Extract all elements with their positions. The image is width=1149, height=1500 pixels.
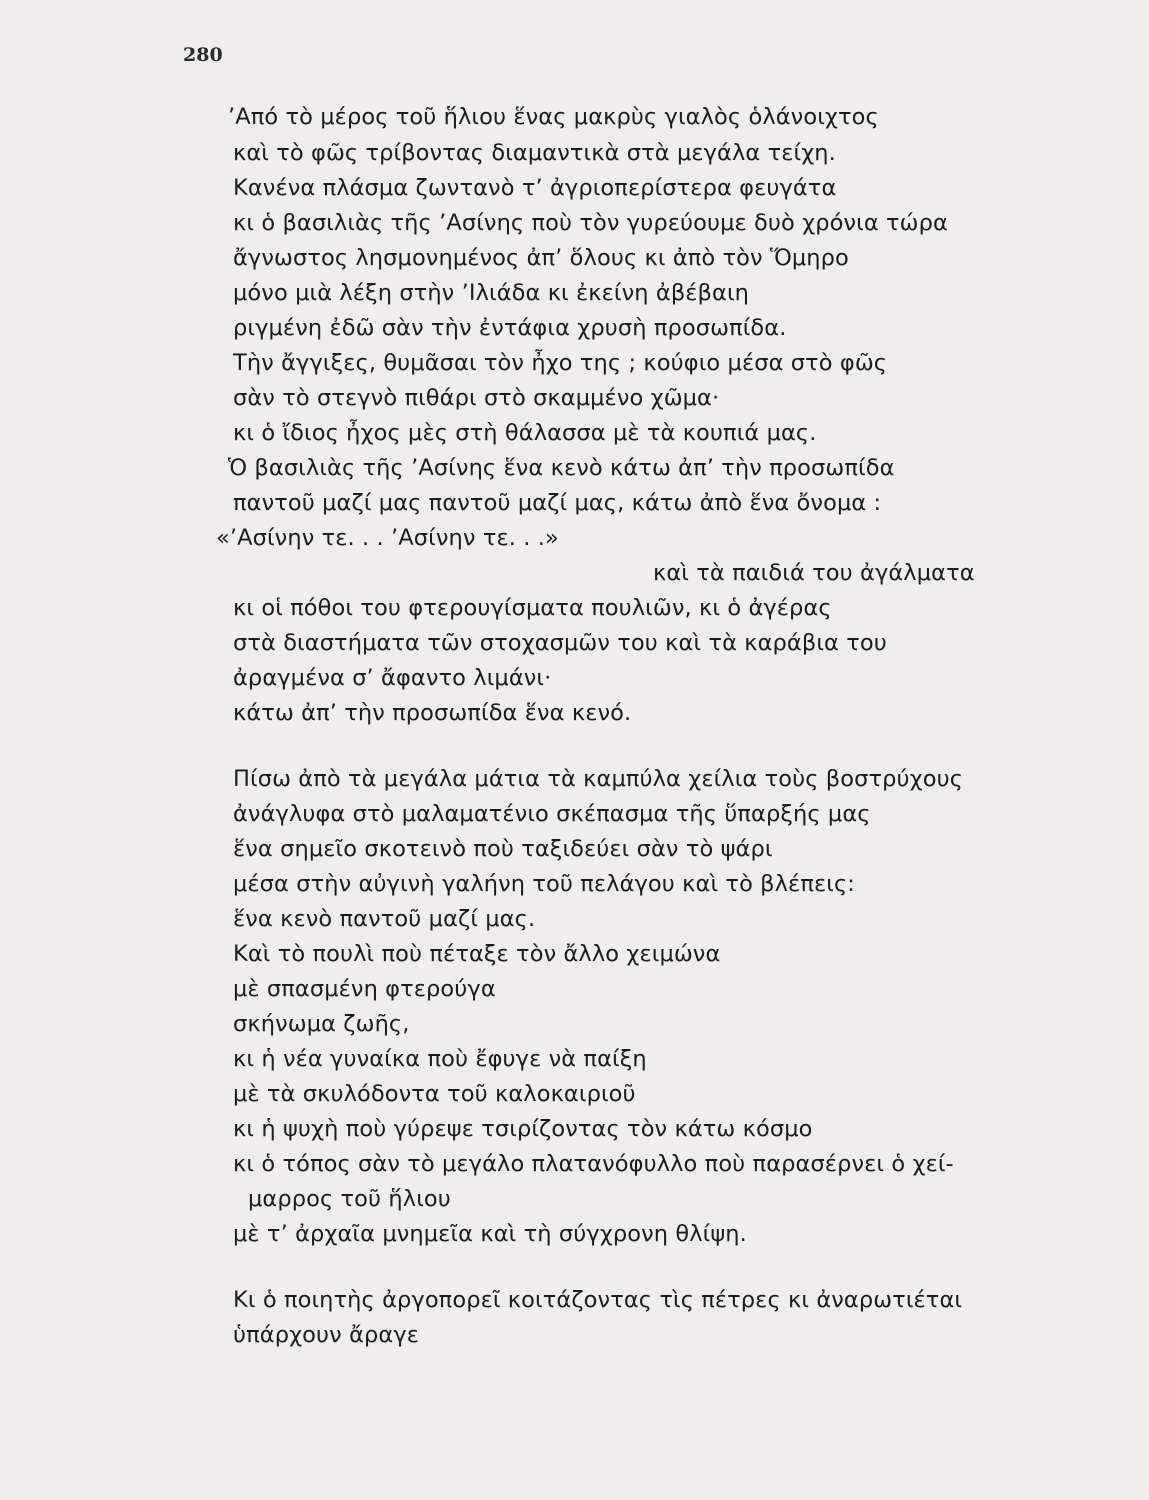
- poem-line: καὶ τὰ παιδιά του ἀγάλματα: [653, 560, 975, 586]
- poem-line: κι ὁ ἴδιος ἦχος μὲς στὴ θάλασσα μὲ τὰ κουπιά μας.: [233, 420, 817, 446]
- poem-line: σὰν τὸ στεγνὸ πιθάρι στὸ σκαμμένο χῶμα·: [233, 385, 720, 411]
- poem-line: ὑπάρχουν ἄραγε: [233, 1322, 420, 1348]
- poem-line: Ὁ βασιλιὰς τῆς ’Ασίνης ἕνα κενὸ κάτω ἀπ’ τὴν προσωπίδα: [228, 455, 895, 481]
- poem-line: Κανένα πλάσμα ζωντανὸ τ’ ἀγριοπερίστερα φευγάτα: [233, 175, 837, 201]
- poem-line: ἀνάγλυφα στὸ μαλαματένιο σκέπασμα τῆς ὕπαρξής μας: [233, 801, 871, 827]
- poem-line: ἀραγμένα σ’ ἄφαντο λιμάνι·: [233, 665, 552, 691]
- poem-line: Κι ὁ ποιητὴς ἀργοπορεῖ κοιτάζοντας τὶς πέτρες κι ἀναρωτιέται: [233, 1287, 963, 1313]
- poem-line: στὰ διαστήματα τῶν στοχασμῶν του καὶ τὰ καράβια του: [233, 630, 887, 656]
- poem-line: κι οἱ πόθοι του φτερουγίσματα πουλιῶν, κι ὁ ἀγέρας: [233, 595, 832, 621]
- poem-line: κι ἡ νέα γυναίκα ποὺ ἔφυγε νὰ παίξη: [233, 1046, 647, 1072]
- poem-line: ἄγνωστος λησμονημένος ἀπ’ ὅλους κι ἀπὸ τὸν Ὅμηρο: [233, 245, 849, 271]
- poem-line: «’Ασίνην τε. . . ’Ασίνην τε. . .»: [216, 525, 559, 551]
- poem-line: Πίσω ἀπὸ τὰ μεγάλα μάτια τὰ καμπύλα χείλια τοὺς βοστρύχους: [233, 766, 964, 792]
- poem-line: Καὶ τὸ πουλὶ ποὺ πέταξε τὸν ἄλλο χειμώνα: [233, 941, 721, 967]
- poem-line: παντοῦ μαζί μας παντοῦ μαζί μας, κάτω ἀπὸ ἕνα ὄνομα :: [233, 490, 882, 516]
- poem-line: Τὴν ἄγγιξες, θυμᾶσαι τὸν ἦχο της ; κούφιο μέσα στὸ φῶς: [233, 350, 888, 376]
- poem-line: καὶ τὸ φῶς τρίβοντας διαμαντικὰ στὰ μεγάλα τείχη.: [233, 140, 836, 166]
- poem-line: κι ὁ βασιλιὰς τῆς ’Ασίνης ποὺ τὸν γυρεύουμε δυὸ χρόνια τώρα: [233, 210, 948, 236]
- poem-line: κι ἡ ψυχὴ ποὺ γύρεψε τσιρίζοντας τὸν κάτω κόσμο: [233, 1116, 813, 1142]
- poem-line: σκήνωμα ζωῆς,: [233, 1011, 410, 1037]
- page-number: 280: [183, 44, 223, 66]
- poem-line: κι ὁ τόπος σὰν τὸ μεγάλο πλατανόφυλλο ποὺ παρασέρνει ὁ χεί-: [233, 1151, 954, 1177]
- poem-line: μέσα στὴν αὐγινὴ γαλήνη τοῦ πελάγου καὶ τὸ βλέπεις:: [233, 871, 855, 897]
- poem-line: μαρρος τοῦ ἥλιου: [248, 1186, 451, 1212]
- poem-line: ριγμένη ἐδῶ σὰν τὴν ἐντάφια χρυσὴ προσωπίδα.: [233, 315, 787, 341]
- poem-line: κάτω ἀπ’ τὴν προσωπίδα ἕνα κενό.: [233, 700, 632, 726]
- poem-line: ’Από τὸ μέρος τοῦ ἥλιου ἕνας μακρὺς γιαλὸς ὁλάνοιχτος: [228, 104, 879, 130]
- poem-line: μὲ τ’ ἀρχαῖα μνημεῖα καὶ τὴ σύγχρονη θλίψη.: [233, 1221, 747, 1247]
- poem-line: ἕνα κενὸ παντοῦ μαζί μας.: [233, 906, 536, 932]
- poem-line: μὲ σπασμένη φτερούγα: [233, 976, 496, 1002]
- poem-line: μὲ τὰ σκυλόδοντα τοῦ καλοκαιριοῦ: [233, 1081, 636, 1107]
- poem-line: μόνο μιὰ λέξη στὴν ’Ιλιάδα κι ἐκείνη ἀβέβαιη: [233, 280, 750, 306]
- poem-line: ἕνα σημεῖο σκοτεινὸ ποὺ ταξιδεύει σὰν τὸ ψάρι: [233, 836, 773, 862]
